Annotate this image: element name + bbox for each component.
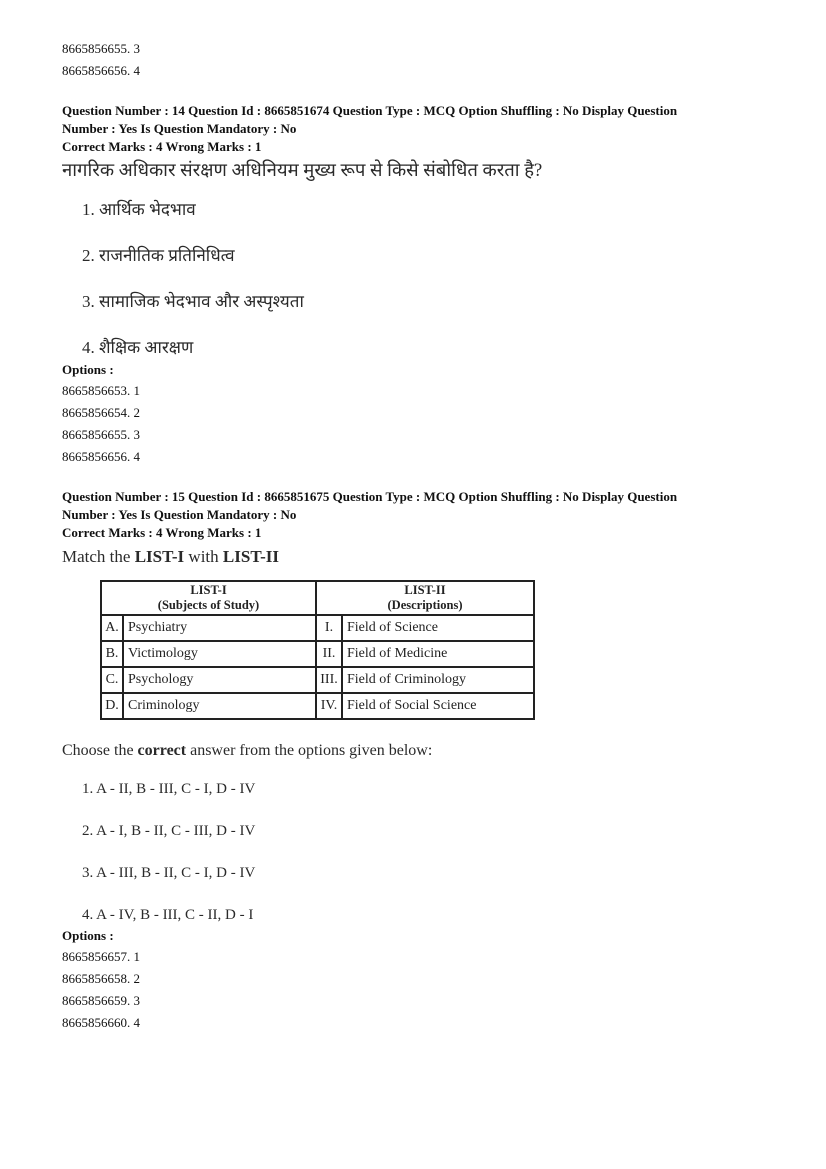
- table-cell: B.: [101, 641, 123, 667]
- answer-choice: 4. A - IV, B - III, C - II, D - I: [82, 907, 254, 923]
- table-cell: A.: [101, 615, 123, 641]
- option-line: 8665856659. 3: [62, 993, 140, 1008]
- option-line: 8665856655. 3: [62, 427, 140, 442]
- option-line: 8665856656. 4: [62, 63, 140, 78]
- match-table: [100, 580, 535, 720]
- answer-choice: 4. शैक्षिक आरक्षण: [82, 338, 194, 357]
- options-label: Options :: [62, 928, 114, 943]
- table-cell: Field of Science: [342, 615, 534, 641]
- option-line: 8665856655. 3: [62, 41, 140, 56]
- table-cell: I.: [316, 615, 342, 641]
- question-15: [62, 488, 772, 1034]
- option-line: 8665856653. 1: [62, 383, 140, 398]
- option-line: 8665856654. 2: [62, 405, 140, 420]
- question-marks: Correct Marks : 4 Wrong Marks : 1: [62, 139, 262, 154]
- table-cell: IV.: [316, 693, 342, 719]
- answer-choice: 3. A - III, B - II, C - I, D - IV: [82, 865, 256, 881]
- question-meta: [62, 102, 772, 156]
- table-cell: Psychology: [123, 667, 316, 693]
- answer-choice: 1. आर्थिक भेदभाव: [82, 200, 196, 219]
- question-marks: Correct Marks : 4 Wrong Marks : 1: [62, 525, 262, 540]
- answer-choice: 3. सामाजिक भेदभाव और अस्पृश्यता: [82, 292, 304, 311]
- question-meta-line: Number : Yes Is Question Mandatory : No: [62, 121, 297, 136]
- list-1-header: LIST-I (Subjects of Study): [101, 581, 316, 615]
- option-line: 8665856660. 4: [62, 1015, 140, 1030]
- document-page: [62, 38, 772, 1034]
- question-text: Match the LIST-I with LIST-II: [62, 547, 279, 566]
- carryover-options: [62, 38, 772, 82]
- table-cell: D.: [101, 693, 123, 719]
- table-row: [101, 667, 534, 693]
- table-cell: Field of Criminology: [342, 667, 534, 693]
- table-header-row: [101, 581, 534, 615]
- table-row: [101, 615, 534, 641]
- answer-choice: 1. A - II, B - III, C - I, D - IV: [82, 781, 256, 797]
- question-meta-line: Question Number : 14 Question Id : 8665851674 Question Type : MCQ Option Shuffling : No Display Question: [62, 103, 678, 118]
- option-line: 8665856657. 1: [62, 949, 140, 964]
- table-cell: Psychiatry: [123, 615, 316, 641]
- table-row: [101, 641, 534, 667]
- question-meta-line: Question Number : 15 Question Id : 8665851675 Question Type : MCQ Option Shuffling : No Display Question: [62, 489, 678, 504]
- table-row: [101, 693, 534, 719]
- table-cell: Field of Medicine: [342, 641, 534, 667]
- question-meta: [62, 488, 772, 542]
- question-14: [62, 102, 772, 468]
- table-cell: C.: [101, 667, 123, 693]
- table-cell: Field of Social Science: [342, 693, 534, 719]
- table-cell: II.: [316, 641, 342, 667]
- question-meta-line: Number : Yes Is Question Mandatory : No: [62, 507, 297, 522]
- table-cell: III.: [316, 667, 342, 693]
- options-label: Options :: [62, 362, 114, 377]
- list-2-header: LIST-II (Descriptions): [316, 581, 534, 615]
- answer-choice: 2. राजनीतिक प्रतिनिधित्व: [82, 246, 235, 265]
- table-cell: Criminology: [123, 693, 316, 719]
- question-text: नागरिक अधिकार संरक्षण अधिनियम मुख्य रूप से किसे संबोधित करता है?: [62, 161, 543, 181]
- answer-choice: 2. A - I, B - II, C - III, D - IV: [82, 823, 256, 839]
- instruction-text: Choose the correct answer from the options given below:: [62, 742, 433, 759]
- table-cell: Victimology: [123, 641, 316, 667]
- option-line: 8665856658. 2: [62, 971, 140, 986]
- option-line: 8665856656. 4: [62, 449, 140, 464]
